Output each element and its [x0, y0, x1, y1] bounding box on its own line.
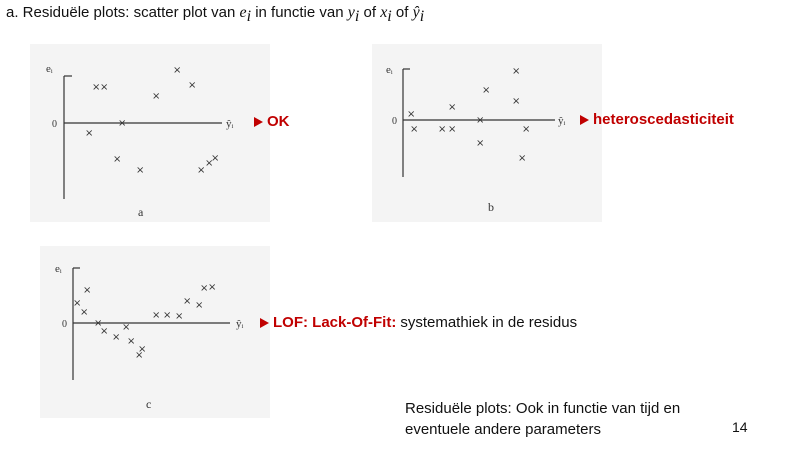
- residual-plot-a: [30, 44, 270, 222]
- point-marker: ×: [205, 158, 214, 169]
- plot-caption: c: [146, 397, 152, 411]
- point-marker: ×: [188, 80, 197, 91]
- point-marker: ×: [197, 165, 206, 176]
- note-text: Residuële plots: Ook in functie van tijd en eventuele andere parameters: [405, 400, 681, 438]
- point-marker: ×: [183, 296, 192, 307]
- point-marker: ×: [85, 128, 94, 139]
- point-marker: ×: [83, 285, 92, 296]
- point-marker: ×: [113, 154, 122, 165]
- point-marker: ×: [173, 65, 182, 76]
- residual-plot-b: [372, 44, 602, 222]
- slide-heading: a. Residuële plots: scatter plot van $e_i$ in functie van $y_i$ of $x_i$ of $ŷ_i$: [6, 4, 425, 25]
- x-axis-label: ŷᵢ: [558, 115, 566, 127]
- point-marker: ×: [127, 336, 136, 347]
- point-marker: ×: [476, 138, 485, 149]
- point-marker: ×: [136, 165, 145, 176]
- zero-label: 0: [392, 116, 397, 127]
- y-axis-label: eᵢ: [46, 63, 53, 75]
- point-marker: ×: [80, 307, 89, 318]
- point-marker: ×: [438, 124, 447, 135]
- point-marker: ×: [175, 311, 184, 322]
- point-marker: ×: [211, 153, 220, 164]
- point-marker: ×: [94, 318, 103, 329]
- point-marker: ×: [448, 124, 457, 135]
- arrow-right-icon: [260, 318, 269, 328]
- verdict-a: OK: [254, 113, 290, 130]
- plot-caption: a: [138, 205, 144, 219]
- point-marker: ×: [410, 124, 419, 135]
- plot-caption: b: [488, 200, 494, 214]
- point-marker: ×: [200, 283, 209, 294]
- point-marker: ×: [195, 300, 204, 311]
- point-marker: ×: [100, 82, 109, 93]
- point-marker: ×: [152, 91, 161, 102]
- point-marker: ×: [476, 115, 485, 126]
- point-marker: ×: [92, 82, 101, 93]
- arrow-right-icon: [254, 117, 263, 127]
- residual-plot-c: [40, 246, 270, 418]
- point-marker: ×: [482, 85, 491, 96]
- x-axis-label: ŷᵢ: [236, 318, 244, 330]
- point-marker: ×: [448, 102, 457, 113]
- x-axis-label: ŷᵢ: [226, 118, 234, 130]
- point-marker: ×: [208, 282, 217, 293]
- point-marker: ×: [522, 124, 531, 135]
- point-marker: ×: [152, 310, 161, 321]
- point-marker: ×: [100, 326, 109, 337]
- point-marker: ×: [512, 96, 521, 107]
- verdict-c: LOF: Lack-Of-Fit: systemathiek in de residus: [260, 314, 577, 331]
- point-marker: ×: [518, 153, 527, 164]
- verdict-b: heteroscedasticiteit: [580, 111, 734, 128]
- page-number: 14: [732, 419, 748, 435]
- point-marker: ×: [122, 322, 131, 333]
- y-axis-label: eᵢ: [55, 263, 62, 275]
- zero-label: 0: [62, 319, 67, 330]
- point-marker: ×: [407, 109, 416, 120]
- y-axis-label: eᵢ: [386, 64, 393, 76]
- point-marker: ×: [138, 344, 147, 355]
- point-marker: ×: [512, 66, 521, 77]
- point-marker: ×: [73, 298, 82, 309]
- point-marker: ×: [118, 118, 127, 129]
- point-marker: ×: [163, 310, 172, 321]
- point-marker: ×: [135, 350, 144, 361]
- arrow-right-icon: [580, 115, 589, 125]
- point-marker: ×: [112, 332, 121, 343]
- zero-label: 0: [52, 119, 57, 130]
